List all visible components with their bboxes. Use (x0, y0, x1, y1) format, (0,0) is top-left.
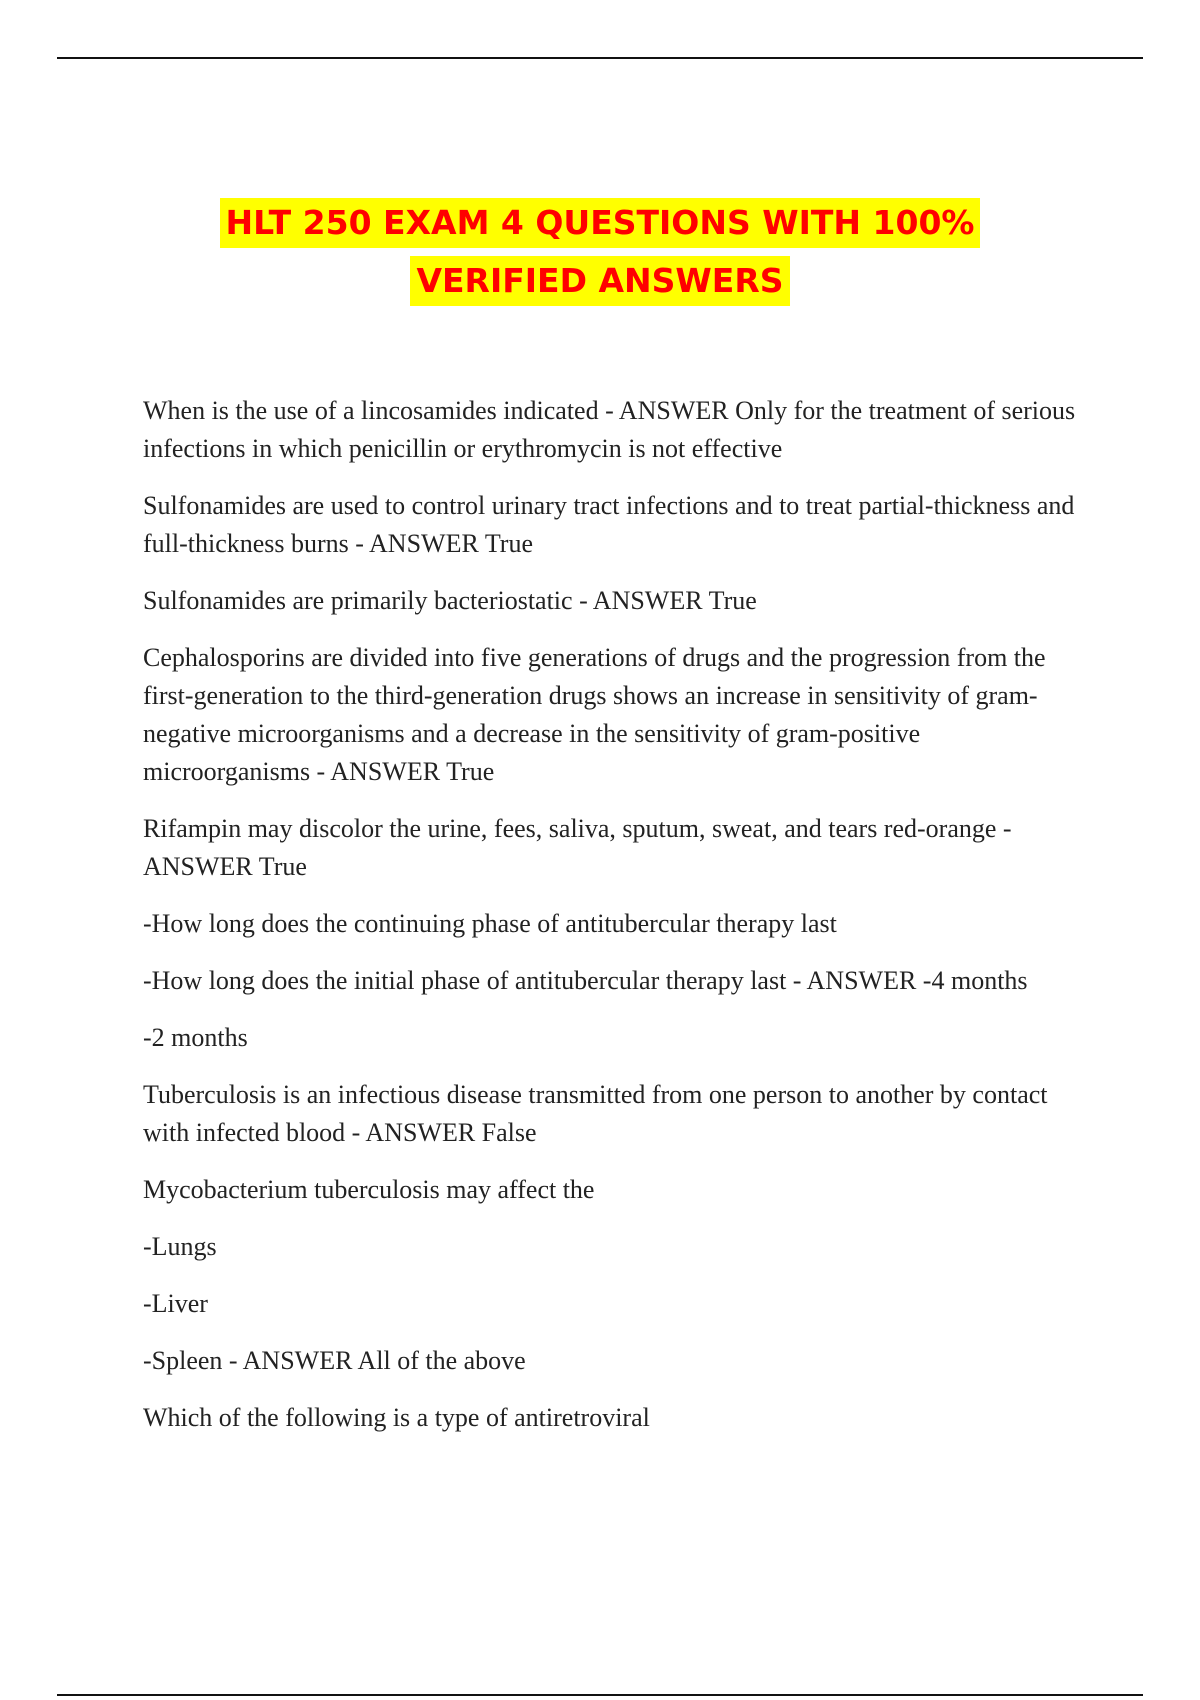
document-title (0, 198, 1200, 314)
paragraph-2: Sulfonamides are used to control urinary tract infections and to treat partial-thickness and full-thickness burns - ANSWER True (143, 491, 1075, 558)
paragraph-1: When is the use of a lincosamides indicated - ANSWER Only for the treatment of serious infections in which penicillin or erythromycin is not effective (143, 396, 1076, 463)
paragraph-3: Sulfonamides are primarily bacteriostatic - ANSWER True (143, 586, 757, 615)
paragraph-8: -2 months (143, 1023, 248, 1052)
paragraph-9: Tuberculosis is an infectious disease transmitted from one person to another by contact with infected blood - ANSWER False (143, 1080, 1048, 1147)
paragraph-10: Mycobacterium tuberculosis may affect the (143, 1175, 595, 1204)
document-body (143, 392, 1093, 1456)
paragraph-6: -How long does the continuing phase of antitubercular therapy last (143, 909, 837, 938)
paragraph-7: -How long does the initial phase of antitubercular therapy last - ANSWER -4 months (143, 966, 1028, 995)
paragraph-4: Cephalosporins are divided into five generations of drugs and the progression from the first-generation to the third-generation drugs shows an increase in sensitivity of gram-negative microorganisms and a decrease in the sensitivity of gram-positive microorganisms - ANSWER True (143, 643, 1046, 786)
paragraph-11: -Lungs (143, 1232, 217, 1261)
top-rule (57, 57, 1143, 59)
title-line-2: VERIFIED ANSWERS (410, 256, 789, 306)
title-line-1: HLT 250 EXAM 4 QUESTIONS WITH 100% (220, 198, 981, 248)
bottom-rule (57, 1694, 1143, 1696)
paragraph-5: Rifampin may discolor the urine, fees, saliva, sputum, sweat, and tears red-orange - ANSWER True (143, 814, 1012, 881)
paragraph-13: -Spleen - ANSWER All of the above (143, 1346, 526, 1375)
paragraph-14: Which of the following is a type of antiretroviral (143, 1403, 650, 1432)
paragraph-12: -Liver (143, 1289, 208, 1318)
